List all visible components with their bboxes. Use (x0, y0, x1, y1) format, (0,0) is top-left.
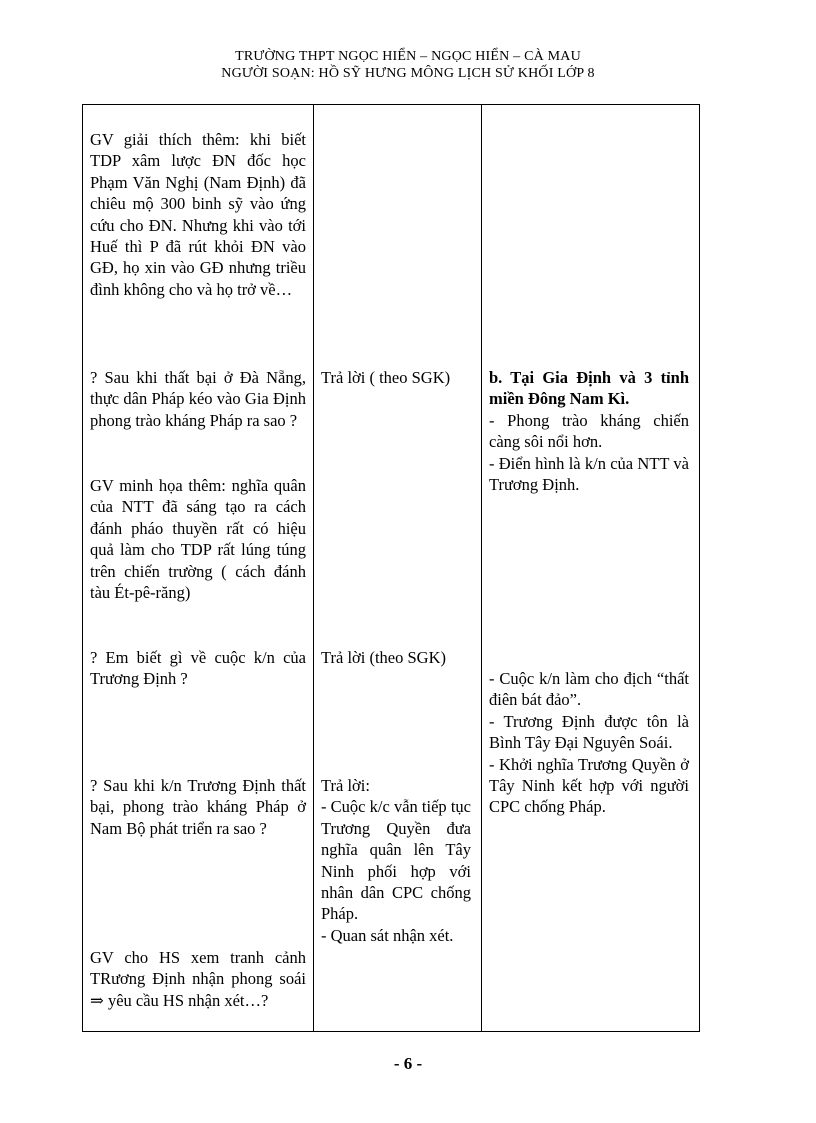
page-header (0, 48, 816, 82)
table-row (83, 105, 700, 1032)
answer-label: Trả lời: (321, 776, 370, 795)
page-number: - 6 - (393, 1054, 423, 1073)
header-line-1: TRƯỜNG THPT NGỌC HIỂN – NGỌC HIỂN – CÀ MAU (235, 49, 581, 64)
content-point: - Phong trào kháng chiến càng sôi nổi hơn. (489, 410, 689, 452)
content-point: - Trương Định được tôn là Bình Tây Đại Nguyên Soái. (489, 711, 689, 753)
student-answer-1: Trả lời ( theo SGK) (321, 368, 451, 387)
content-point: - Khởi nghĩa Trương Quyền ở Tây Ninh kết hợp với người CPC chống Pháp. (489, 754, 689, 817)
student-answer-2: Trả lời (theo SGK) (321, 648, 446, 667)
answer-detail: - Cuộc k/c vẫn tiếp tục Trương Quyền đưa nghĩa quân lên Tây Ninh phối hợp với nhân dân CPC chống Pháp. (321, 797, 471, 924)
student-activity-cell (314, 105, 482, 1032)
teacher-note-1: GV giải thích thêm: khi biết TDP xâm lược ĐN đốc học Phạm Văn Nghị (Nam Định) đã chiêu mộ 300 binh sỹ vào ứng cứu cho ĐN. Nhưng khi vào tới Huế thì P đã rút khỏi ĐN vào GĐ, họ xin vào GĐ nhưng triều đình không cho và họ trở về… (90, 130, 306, 299)
answer-observe: - Quan sát nhận xét. (321, 925, 454, 945)
teacher-activity-cell (83, 105, 314, 1032)
teacher-question-2: ? Em biết gì về cuộc k/n của Trương Định ? (90, 648, 306, 689)
header-line-2: NGƯỜI SOẠN: HỒ SỸ HƯNG MÔNG LỊCH SỬ KHỐI LỚP 8 (221, 66, 595, 81)
content-cell (482, 105, 700, 1032)
teacher-question-1: ? Sau khi thất bại ở Đà Nẵng, thực dân Pháp kéo vào Gia Định phong trào kháng Pháp ra sao ? (90, 368, 306, 430)
student-answer-3 (321, 775, 471, 946)
content-section-truong-dinh (489, 668, 689, 818)
content-point: - Điển hình là k/n của NTT và Trương Định. (489, 453, 689, 495)
content-point: - Cuộc k/n làm cho địch “thất điên bát đảo”. (489, 669, 689, 710)
teacher-note-3: GV cho HS xem tranh cảnh TRương Định nhận phong soái ⇒ yêu cầu HS nhận xét…? (90, 948, 306, 1010)
lesson-table (82, 104, 700, 1032)
teacher-question-3: ? Sau khi k/n Trương Định thất bại, phong trào kháng Pháp ở Nam Bộ phát triển ra sao ? (90, 776, 306, 838)
content-section-b (489, 367, 689, 495)
teacher-note-2: GV minh họa thêm: nghĩa quân của NTT đã sáng tạo ra cách đánh pháo thuyền rất có hiệu quả làm cho TDP rất lúng túng trên chiến trường ( cách đánh tàu Ét-pê-răng) (90, 476, 306, 603)
section-heading: b. Tại Gia Định và 3 tỉnh miền Đông Nam Kì. (489, 368, 689, 409)
